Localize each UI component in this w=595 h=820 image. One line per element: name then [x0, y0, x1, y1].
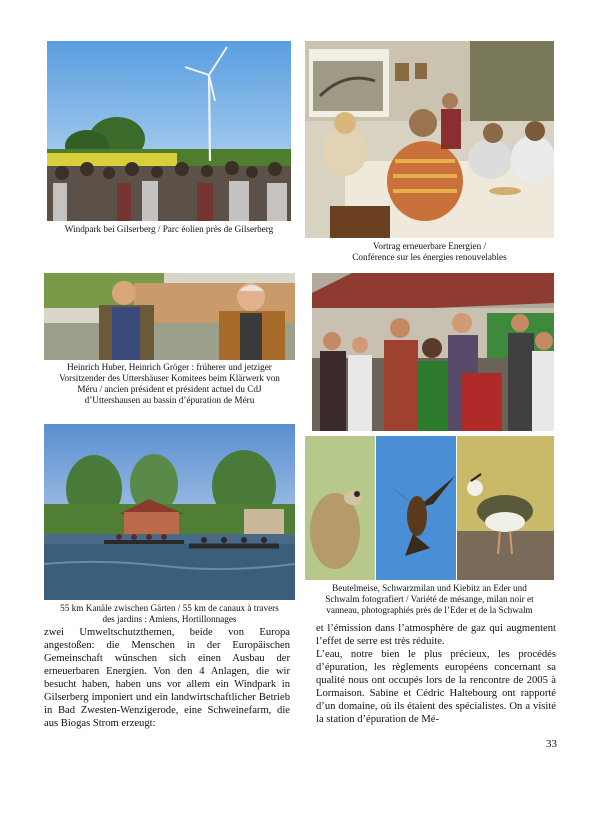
vortrag-caption	[300, 241, 559, 263]
caption-line: Windpark bei Gilserberg / Parc éolien près de Gilserberg	[64, 224, 274, 234]
page-number: 33	[546, 738, 557, 750]
vortrag-photo	[305, 41, 554, 238]
caption-line: Vortrag erneuerbare Energien /	[372, 241, 487, 251]
windpark-caption	[40, 224, 298, 235]
caption-line: Beutelmeise, Schwarzmilan und Kiebitz an Eder und	[332, 583, 527, 593]
body-paragraph: L’eau, notre bien le plus précieux, les procédés d’épuration, les règlements européens concernant sa qualité nous ont occupés lors de la rencontre de 2005 à Lormaison. Sabine et Cédric Haltebourg ont rapporté d’un domaine, où ils étaient des spécialistes. On a visité la station d’épuration de Mé-	[316, 649, 556, 725]
birds-photo	[305, 436, 554, 580]
body-paragraph: zwei Umweltschutzthemen, beide von Europa angestoßen: die Menschen in der Europäischen Gemeinschaft wünschen sich einen Ausbau der erneuerbaren Energien. Von den 4 Anlagen, die wir besucht haben, haben uns vor allem ein Windpark in Gilserberg imponiert und ein landwirtschaftlicher Betrieb in Bad Zwesten-Wenzigerode, eine Schweinefarm, die aus Biogas Strom erzeugt:	[44, 627, 290, 729]
caption-line: 55 km Kanäle zwischen Gärten / 55 km de canaux à travers	[60, 603, 279, 613]
birds-caption	[300, 583, 559, 616]
body-column-right	[316, 622, 556, 726]
caption-line: Vorsitzender des Uttershäuser Komitees beim Klärwerk von	[59, 373, 280, 383]
caption-line: d’Uttershausen au bassin d’épuration de Méru	[84, 395, 255, 405]
body-paragraph: et l’émission dans l’atmosphère de gaz qui augmentent l’effet de serre est très réduite.	[316, 623, 556, 647]
body-column-left	[44, 626, 290, 730]
group-photo	[312, 273, 554, 431]
caption-line: des jardins : Amiens, Hortillonnages	[102, 614, 237, 624]
canals-caption	[38, 603, 301, 625]
caption-line: vanneau, photographiés près de l’Eder et de la Schwalm	[326, 605, 533, 615]
huber-groeger-photo	[44, 273, 295, 360]
caption-line: Conférence sur les énergies renouvelables	[352, 252, 507, 262]
caption-line: Schwalm fotografiert / Variété de mésange, milan noir et	[325, 594, 534, 604]
huber-groeger-caption	[38, 362, 301, 406]
canals-photo	[44, 424, 295, 600]
caption-line: Heinrich Huber, Heinrich Gröger : früherer und jetziger	[67, 362, 272, 372]
caption-line: Méru / ancien président et président actuel du CdJ	[77, 384, 262, 394]
windpark-photo	[47, 41, 291, 221]
